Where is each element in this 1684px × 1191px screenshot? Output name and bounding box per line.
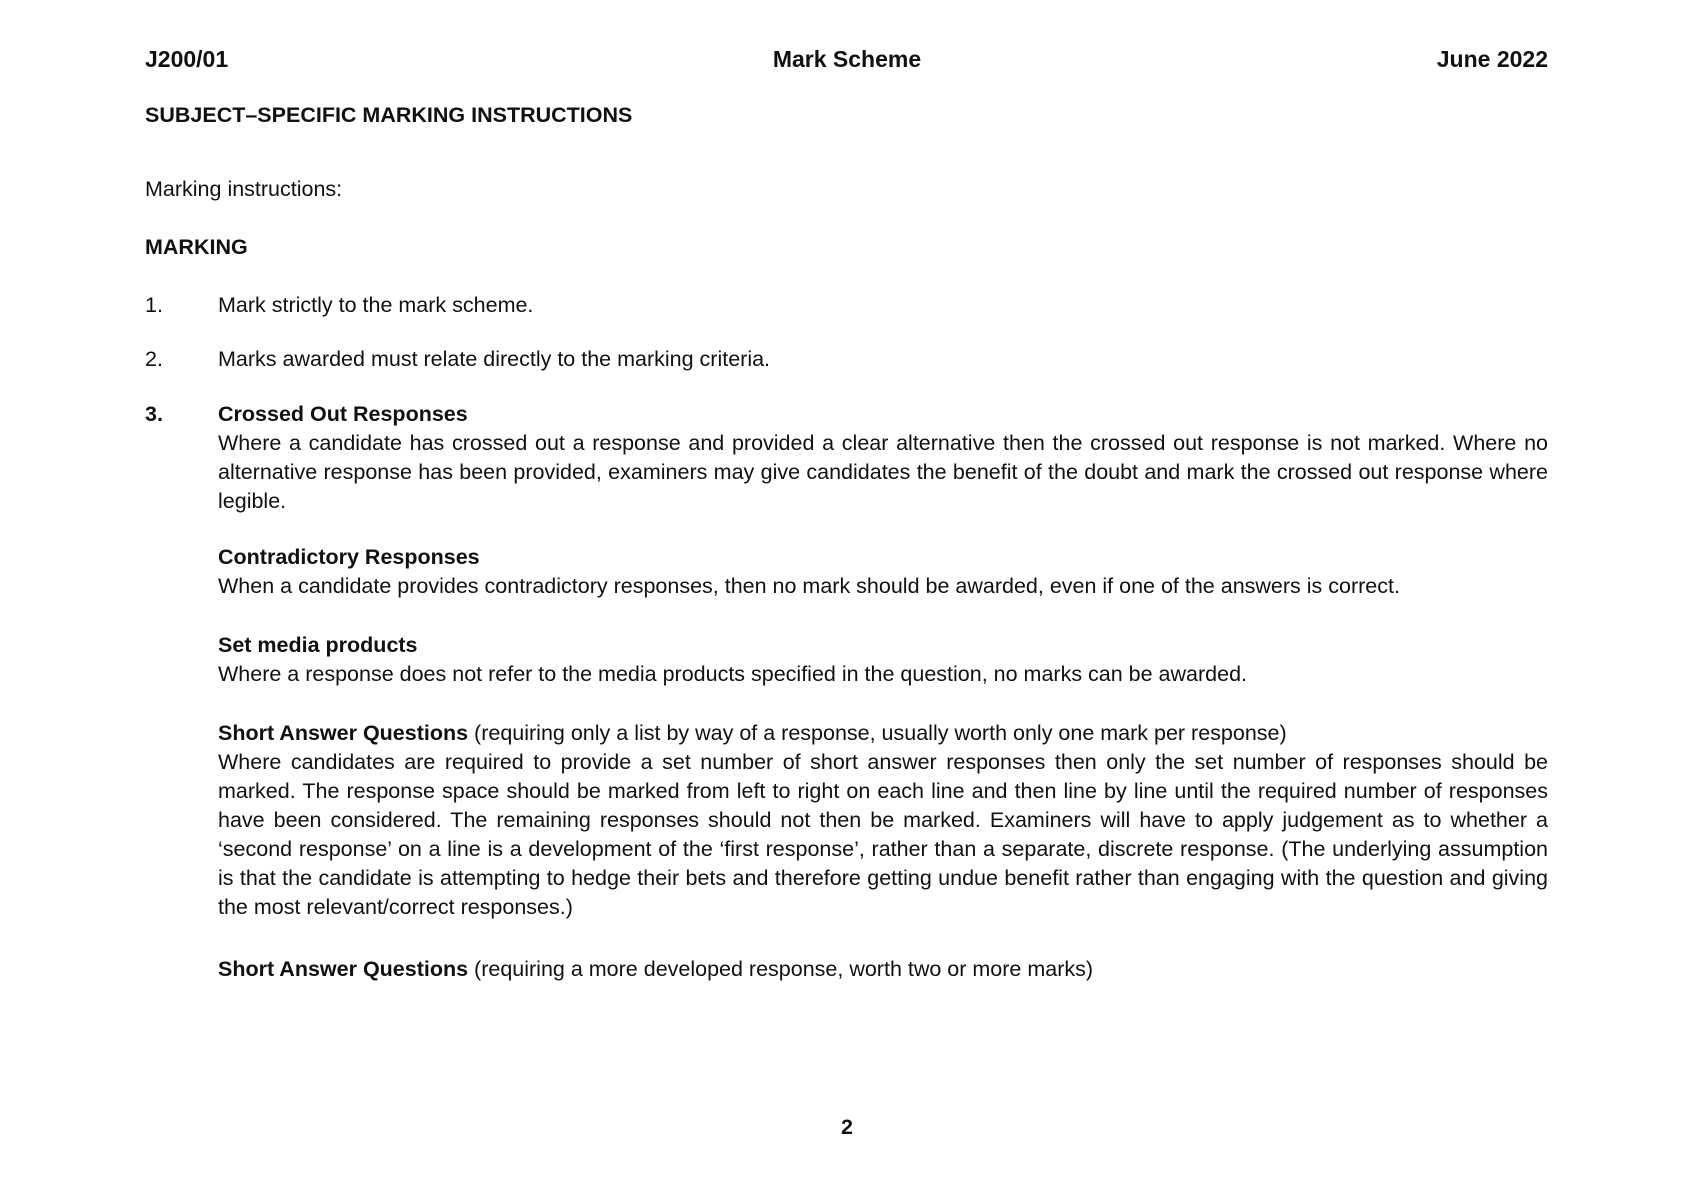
section-title: SUBJECT–SPECIFIC MARKING INSTRUCTIONS: [145, 103, 633, 127]
set-media-section: [218, 631, 1548, 689]
set-media-heading: Set media products: [218, 633, 418, 657]
short-answer-qualifier: (requiring only a list by way of a response, usually worth only one mark per response): [468, 721, 1287, 745]
short-answer-list-text: Where candidates are required to provide a set number of short answer responses then only the set number of responses should be marked. The response space should be marked from left to right on each line and then line by line until the required number of responses have been considered. The remaining responses should not then be marked. Examiners will have to apply judgement as to whether a ‘second response’ on a line is a development of the ‘first response’, rather than a separate, discrete response. (The underlying assumption is that the candidate is attempting to hedge their bets and therefore getting undue benefit rather than engaging with the question and giving the most relevant/correct responses.): [218, 750, 1548, 919]
intro-text: Marking instructions:: [145, 177, 343, 201]
item-number: 3.: [145, 402, 163, 426]
short-answer-developed-title: [218, 955, 1548, 984]
short-answer-heading: Short Answer Questions: [218, 721, 469, 745]
crossed-out-text: Where a candidate has crossed out a response and provided a clear alternative then the crossed out response is not marked. Where no alternative response has been provided, examiners may give candidates the benefit of the doubt and mark the crossed out response where legible.: [218, 431, 1548, 513]
item-text: Mark strictly to the mark scheme.: [218, 293, 534, 317]
header-code: J200/01: [145, 46, 229, 72]
item-text: Marks awarded must relate directly to the marking criteria.: [218, 347, 771, 371]
header-date: June 2022: [1436, 46, 1548, 72]
item-number: 1.: [145, 293, 163, 317]
short-answer-developed-section: [218, 955, 1548, 984]
marking-subheading: MARKING: [145, 235, 248, 259]
set-media-text: Where a response does not refer to the media products specified in the question, no marks can be awarded.: [218, 662, 1248, 686]
header-title: Mark Scheme: [772, 46, 922, 72]
short-answer-list-title: [218, 719, 1548, 748]
item-number: 2.: [145, 347, 163, 371]
page-number: 2: [841, 1115, 853, 1139]
short-answer-heading: Short Answer Questions: [218, 957, 469, 981]
crossed-out-section: [218, 400, 1548, 516]
contradictory-section: [218, 543, 1548, 601]
crossed-out-heading: Crossed Out Responses: [218, 402, 468, 426]
contradictory-text: When a candidate provides contradictory responses, then no mark should be awarded, even if one of the answers is correct.: [218, 574, 1400, 598]
short-answer-list-section: [218, 719, 1548, 922]
contradictory-heading: Contradictory Responses: [218, 545, 480, 569]
short-answer-qualifier: (requiring a more developed response, worth two or more marks): [468, 957, 1094, 981]
